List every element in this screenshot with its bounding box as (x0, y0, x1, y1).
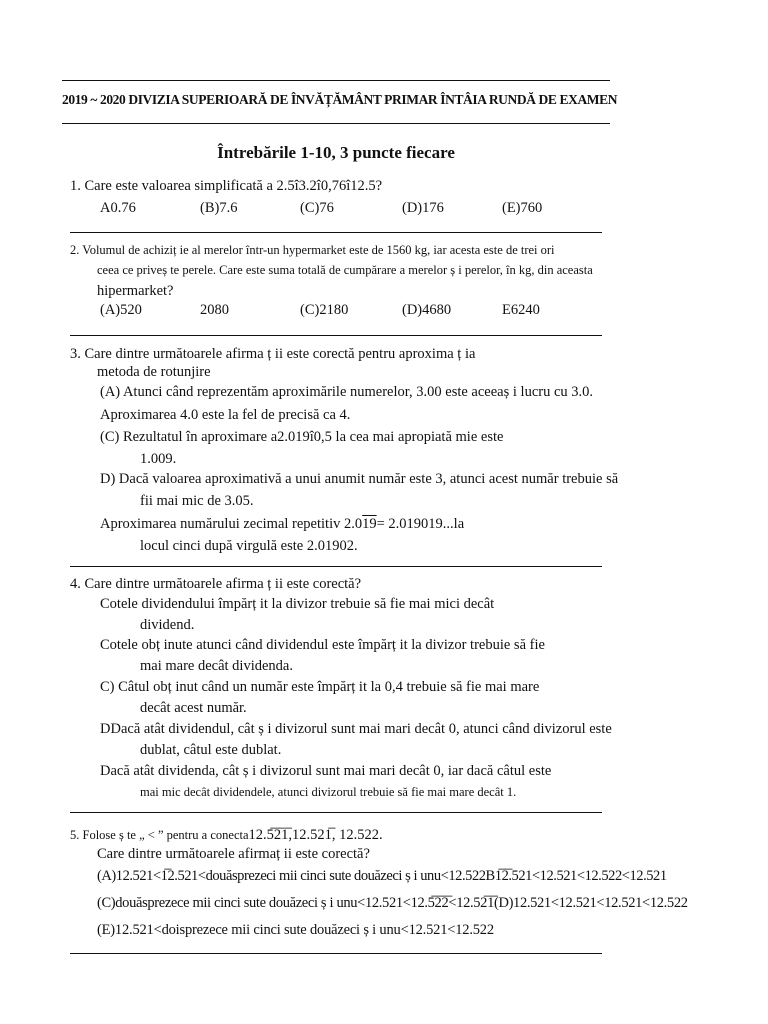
q4-divider (70, 812, 602, 813)
q5-numbers: 12.5̅2̅1̅,12.521̅, 12.522. (248, 827, 383, 843)
q4-option-a-line1: Cotele dividendului împărț it la divizor trebuie să fie mai mici decât (100, 596, 495, 612)
q1-option-d: (D)176 (402, 200, 444, 216)
q3-line1: 3. Care dintre următoarele afirma ț ii este corectă pentru aproxima ț ia (70, 346, 476, 362)
q3-e-repeating-digits: 19 (362, 516, 377, 532)
q3-option-c-line1: (C) Rezultatul în aproximare a2.019î0,5 la cea mai apropiată mie este (100, 429, 504, 445)
q3-e-suffix: = 2.019019...la (376, 516, 465, 532)
q5-option-a-b: (A)12.521<1̅2.521<douăsprezeci mii cinci sute douăzeci ș i unu<12.522B1̅2̅.521<12.521<12.522<12.521 (97, 868, 667, 884)
q2-option-d: (D)4680 (402, 302, 452, 318)
header-top-rule (62, 80, 610, 81)
q3-e-prefix: Aproximarea numărului zecimal repetitiv 2.0 (100, 516, 363, 532)
q2-option-b: 2080 (200, 302, 229, 318)
q4-option-c-line1: C) Câtul obț inut când un număr este împărț it la 0,4 trebuie să fie mai mare (100, 679, 540, 695)
q4-option-a-line2: dividend. (140, 617, 195, 633)
q2-option-e: E6240 (502, 302, 540, 318)
q4-option-c-line2: decât acest număr. (140, 700, 247, 716)
exam-header: 2019 ~ 2020 DIVIZIA SUPERIOARĂ DE ÎNVĂȚĂMÂNT PRIMAR ÎNTÂIA RUNDĂ DE EXAMEN (62, 92, 618, 107)
q5-option-e: (E)12.521<doisprezece mii cinci sute douăzeci ș i unu<12.521<12.522 (97, 922, 494, 938)
q3-option-e-line1 (100, 516, 464, 533)
q1-option-a: A0.76 (100, 200, 136, 216)
q3-option-d-line2: fii mai mic de 3.05. (140, 493, 254, 509)
q5-divider (70, 953, 602, 954)
q3-line2: metoda de rotunjire (97, 364, 211, 380)
q3-divider (70, 566, 602, 567)
q5-prompt: 5. Folose ș te „ < ” pentru a conecta (70, 828, 249, 842)
section-title: Întrebările 1-10, 3 puncte fiecare (217, 143, 455, 162)
q1-option-b: (B)7.6 (200, 200, 238, 216)
q2-option-a: (A)520 (100, 302, 142, 318)
q4-option-b-line2: mai mare decât dividenda. (140, 658, 293, 674)
q3-option-b: Aproximarea 4.0 este la fel de precisă ca 4. (100, 407, 351, 423)
header-bottom-rule (62, 123, 610, 124)
q4-line1: 4. Care dintre următoarele afirma ț ii este corectă? (70, 576, 362, 592)
q4-option-e-line1: Dacă atât dividenda, cât ș i divizorul sunt mai mari decât 0, iar dacă câtul este (100, 763, 552, 779)
q1-text: 1. Care este valoarea simplificată a 2.5î3.2î0,76î12.5? (70, 178, 383, 194)
q1-option-e: (E)760 (502, 200, 543, 216)
q1-divider (70, 232, 602, 233)
q3-option-c-line2: 1.009. (140, 451, 177, 467)
q5-line2: Care dintre următoarele afirmaț ii este corectă? (97, 846, 370, 862)
q3-option-a: (A) Atunci când reprezentăm aproximările numerelor, 3.00 este aceeaș i lucru cu 3.0. (100, 384, 594, 400)
q3-option-d-line1: D) Dacă valoarea aproximativă a unui anumit număr este 3, atunci acest număr trebuie să (100, 471, 619, 487)
q2-line2: ceea ce priveș te perele. Care este suma totală de cumpărare a merelor ș i perelor, în kg, din aceasta (97, 263, 593, 277)
q1-option-c: (C)76 (300, 200, 334, 216)
q5-line1 (70, 826, 383, 844)
q2-line1: 2. Volumul de achiziț ie al merelor într-un hypermarket este de 1560 kg, iar acesta este de trei ori (70, 243, 555, 257)
q4-option-e-line2: mai mic decât dividendele, atunci divizorul trebuie să fie mai mare decât 1. (140, 785, 517, 799)
q2-line3: hipermarket? (97, 283, 174, 299)
q5-option-c-d: (C)douăsprezece mii cinci sute douăzeci ș i unu<12.521<12.5̅2̅2̅<12.52̅1̅(D)12.521<12.521<12.521<12.522 (97, 895, 688, 911)
q4-option-d-line2: dublat, câtul este dublat. (140, 742, 282, 758)
q3-option-e-line2: locul cinci după virgulă este 2.01902. (140, 538, 358, 554)
q4-option-d-line1: DDacă atât dividendul, cât ș i divizorul sunt mai mari decât 0, atunci când divizorul este (100, 721, 612, 737)
q2-option-c: (C)2180 (300, 302, 349, 318)
q4-option-b-line1: Cotele obț inute atunci când dividendul este împărț it la divizor trebuie să fie (100, 637, 545, 653)
q2-divider (70, 335, 602, 336)
